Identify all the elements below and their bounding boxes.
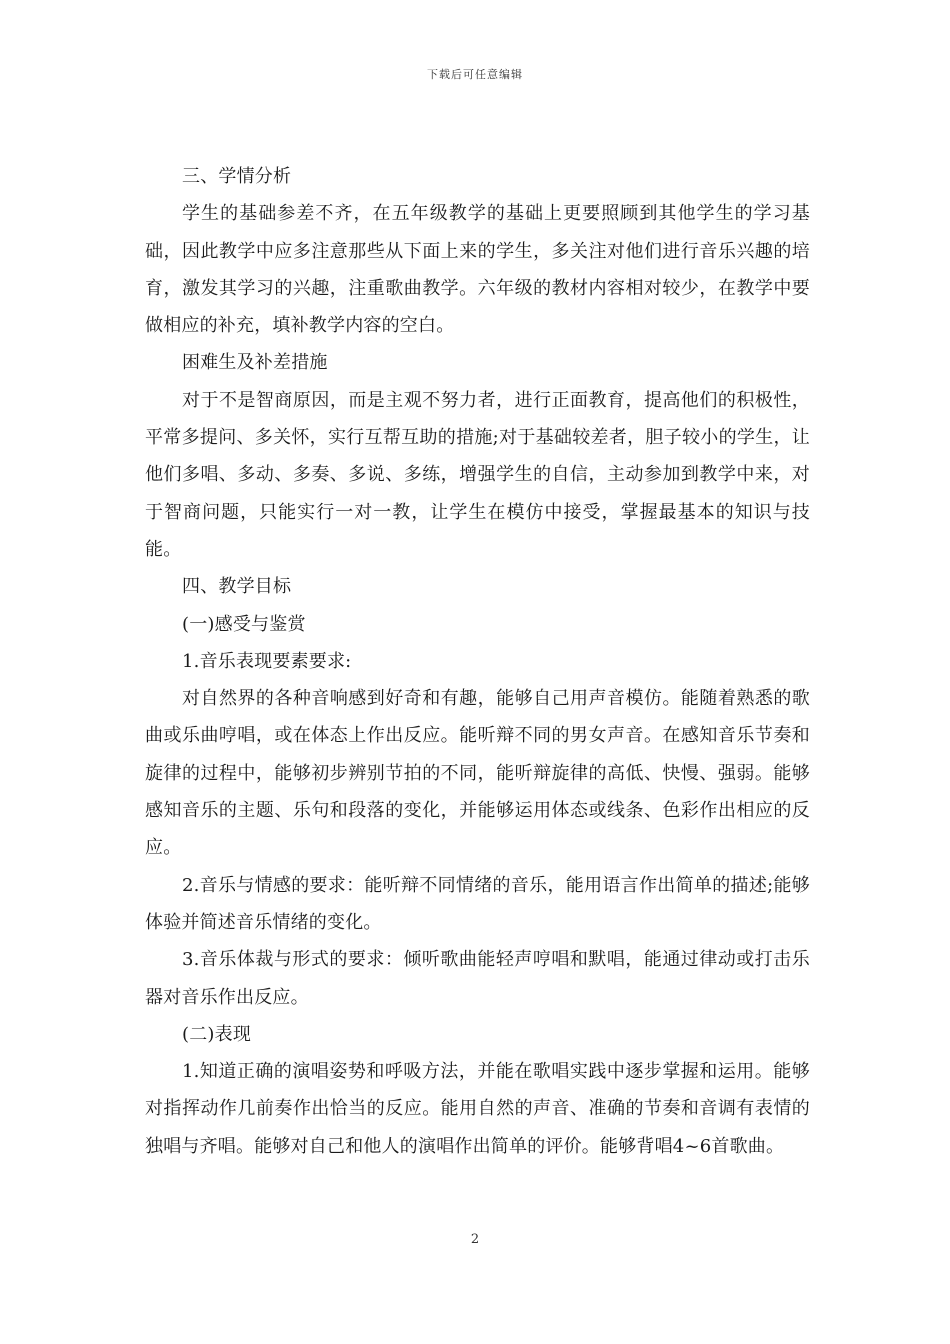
section-heading-student-analysis: 三、学情分析 (182, 166, 292, 187)
paragraph-remedial-measures: 对于不是智商原因，而是主观不努力者，进行正面教育，提高他们的积极性，平常多提问、多关怀，实行互帮互助的措施;对于基础较差者，胆子较小的学生，让他们多唱、多动、多奏、多说、多练，增强学生的自信，主动参加到教学中来，对于智商问题，只能实行一对一教，让学生在模仿中接受，掌握最基本的知识与技能。 (145, 389, 810, 560)
section-heading-teaching-goals: 四、教学目标 (182, 576, 292, 598)
paragraph-music-emotion: 2.音乐与情感的要求：能听辩不同情绪的音乐，能用语言作出简单的描述;能够体验并简述音乐情绪的变化。 (145, 874, 810, 933)
subheading-performance: (二)表现 (182, 1023, 252, 1045)
page-header-note: 下载后可任意编辑 (427, 68, 523, 81)
page-number: 2 (470, 1232, 480, 1247)
item-heading-music-elements: 1.音乐表现要素要求: (182, 650, 352, 672)
paragraph-music-genre: 3.音乐体裁与形式的要求：倾听歌曲能轻声哼唱和默唱，能通过律动或打击乐器对音乐作出反应。 (145, 949, 810, 1008)
document-body (145, 158, 810, 1165)
subheading-remedial-measures: 困难生及补差措施 (182, 352, 328, 374)
paragraph-music-elements: 对自然界的各种音响感到好奇和有趣，能够自己用声音模仿。能随着熟悉的歌曲或乐曲哼唱，或在体态上作出反应。能听辩不同的男女声音。在感知音乐节奏和旋律的过程中，能够初步辨别节拍的不同，能听辩旋律的高低、快慢、强弱。能够感知音乐的主题、乐句和段落的变化，并能够运用体态或线条、色彩作出相应的反应。 (145, 688, 810, 859)
paragraph-singing: 1.知道正确的演唱姿势和呼吸方法，并能在歌唱实践中逐步掌握和运用。能够对指挥动作几前奏作出恰当的反应。能用自然的声音、准确的节奏和音调有表情的独唱与齐唱。能够对自己和他人的演唱作出简单的评价。能够背唱4~6首歌曲。 (145, 1061, 810, 1157)
paragraph-student-analysis: 学生的基础参差不齐，在五年级教学的基础上更要照顾到其他学生的学习基础，因此教学中应多注意那些从下面上来的学生，多关注对他们进行音乐兴趣的培育，激发其学习的兴趣，注重歌曲教学。六年级的教材内容相对较少，在教学中要做相应的补充，填补教学内容的空白。 (145, 203, 810, 337)
subheading-appreciation: (一)感受与鉴赏 (182, 613, 306, 635)
